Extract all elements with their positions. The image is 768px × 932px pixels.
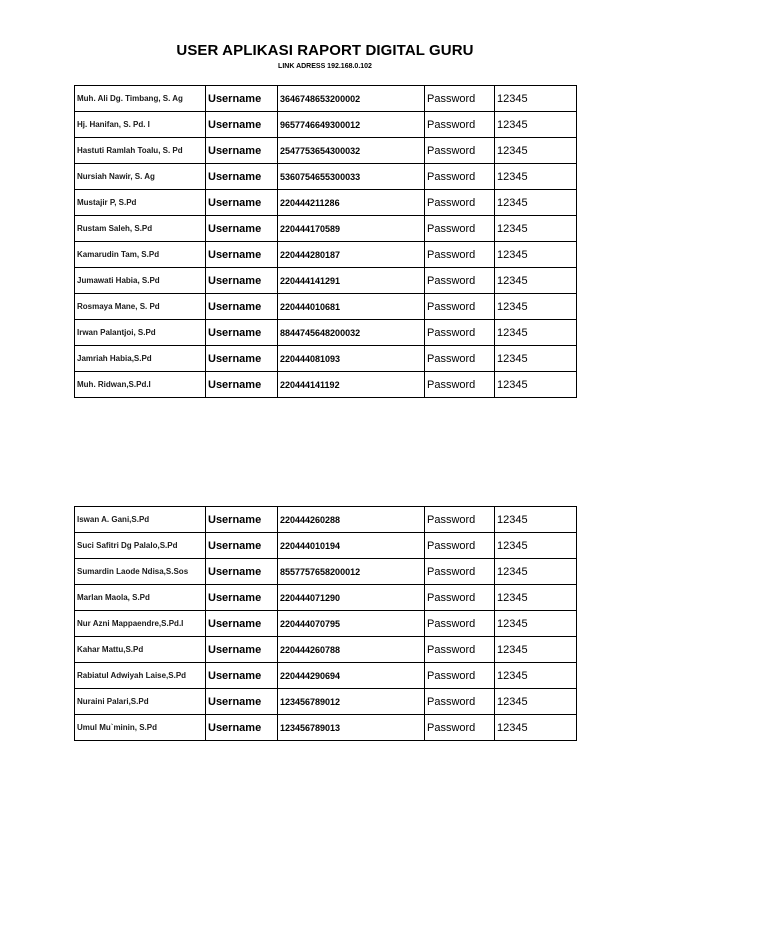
username-label-cell: Username [206,346,278,372]
teacher-name-cell: Rosmaya Mane, S. Pd [75,294,206,320]
table-row [75,637,577,663]
password-value-cell: 12345 [495,294,577,320]
table-row [75,559,577,585]
username-value-cell: 220444211286 [278,190,425,216]
page-title: USER APLIKASI RAPORT DIGITAL GURU [176,42,474,59]
username-value-cell: 3646748653200002 [278,86,425,112]
password-value-cell: 12345 [495,663,577,689]
password-value-cell: 12345 [495,138,577,164]
password-value-cell: 12345 [495,86,577,112]
table-row [75,216,577,242]
username-value-cell: 2547753654300032 [278,138,425,164]
password-value-cell: 12345 [495,637,577,663]
password-value-cell: 12345 [495,242,577,268]
username-value-cell: 220444260288 [278,507,425,533]
password-label-cell: Password [425,320,495,346]
table-row [75,112,577,138]
table-row [75,372,577,398]
username-value-cell: 220444071290 [278,585,425,611]
table-row [75,164,577,190]
username-label-cell: Username [206,559,278,585]
username-label-cell: Username [206,242,278,268]
username-label-cell: Username [206,533,278,559]
password-value-cell: 12345 [495,164,577,190]
password-value-cell: 12345 [495,559,577,585]
user-table-2 [74,506,577,741]
username-label-cell: Username [206,689,278,715]
table-row [75,689,577,715]
teacher-name-cell: Iswan A. Gani,S.Pd [75,507,206,533]
password-value-cell: 12345 [495,190,577,216]
table-row [75,533,577,559]
teacher-name-cell: Jumawati Habia, S.Pd [75,268,206,294]
username-label-cell: Username [206,268,278,294]
teacher-name-cell: Muh. Ridwan,S.Pd.I [75,372,206,398]
teacher-name-cell: Rustam Saleh, S.Pd [75,216,206,242]
teacher-name-cell: Hj. Hanifan, S. Pd. I [75,112,206,138]
password-label-cell: Password [425,346,495,372]
table-row [75,346,577,372]
password-label-cell: Password [425,585,495,611]
table-row [75,663,577,689]
table-row [75,585,577,611]
username-value-cell: 220444010194 [278,533,425,559]
password-value-cell: 12345 [495,585,577,611]
teacher-name-cell: Nur Azni Mappaendre,S.Pd.I [75,611,206,637]
teacher-name-cell: Jamriah Habia,S.Pd [75,346,206,372]
username-label-cell: Username [206,216,278,242]
username-label-cell: Username [206,585,278,611]
password-label-cell: Password [425,268,495,294]
password-label-cell: Password [425,190,495,216]
username-value-cell: 220444081093 [278,346,425,372]
table-row [75,268,577,294]
password-label-cell: Password [425,112,495,138]
password-value-cell: 12345 [495,346,577,372]
username-value-cell: 8844745648200032 [278,320,425,346]
teacher-name-cell: Kahar Mattu,S.Pd [75,637,206,663]
username-value-cell: 5360754655300033 [278,164,425,190]
password-label-cell: Password [425,242,495,268]
username-value-cell: 8557757658200012 [278,559,425,585]
password-label-cell: Password [425,637,495,663]
table-row [75,86,577,112]
password-value-cell: 12345 [495,216,577,242]
username-label-cell: Username [206,294,278,320]
teacher-name-cell: Irwan Palantjoi, S.Pd [75,320,206,346]
password-value-cell: 12345 [495,507,577,533]
password-label-cell: Password [425,138,495,164]
username-label-cell: Username [206,86,278,112]
password-label-cell: Password [425,216,495,242]
username-value-cell: 123456789013 [278,715,425,741]
username-label-cell: Username [206,112,278,138]
username-label-cell: Username [206,611,278,637]
username-value-cell: 220444141192 [278,372,425,398]
username-label-cell: Username [206,372,278,398]
username-value-cell: 220444141291 [278,268,425,294]
username-label-cell: Username [206,190,278,216]
teacher-name-cell: Suci Safitri Dg Palalo,S.Pd [75,533,206,559]
password-value-cell: 12345 [495,320,577,346]
teacher-name-cell: Marlan Maola, S.Pd [75,585,206,611]
username-value-cell: 220444070795 [278,611,425,637]
username-value-cell: 220444280187 [278,242,425,268]
table-row [75,294,577,320]
username-label-cell: Username [206,715,278,741]
username-label-cell: Username [206,138,278,164]
password-label-cell: Password [425,611,495,637]
password-label-cell: Password [425,507,495,533]
user-table-1 [74,85,577,398]
teacher-name-cell: Rabiatul Adwiyah Laise,S.Pd [75,663,206,689]
table-row [75,190,577,216]
username-value-cell: 123456789012 [278,689,425,715]
username-label-cell: Username [206,663,278,689]
table-row [75,320,577,346]
teacher-name-cell: Sumardin Laode Ndisa,S.Sos [75,559,206,585]
table-row [75,611,577,637]
username-label-cell: Username [206,507,278,533]
password-value-cell: 12345 [495,611,577,637]
password-label-cell: Password [425,294,495,320]
teacher-name-cell: Mustajir P, S.Pd [75,190,206,216]
username-value-cell: 9657746649300012 [278,112,425,138]
password-label-cell: Password [425,372,495,398]
username-value-cell: 220444170589 [278,216,425,242]
teacher-name-cell: Muh. Ali Dg. Timbang, S. Ag [75,86,206,112]
table-row [75,507,577,533]
username-value-cell: 220444260788 [278,637,425,663]
table-row [75,715,577,741]
table-row [75,138,577,164]
password-value-cell: 12345 [495,689,577,715]
username-label-cell: Username [206,637,278,663]
password-label-cell: Password [425,559,495,585]
username-value-cell: 220444010681 [278,294,425,320]
password-value-cell: 12345 [495,715,577,741]
password-value-cell: 12345 [495,533,577,559]
teacher-name-cell: Nuraini Palari,S.Pd [75,689,206,715]
password-label-cell: Password [425,164,495,190]
table-row [75,242,577,268]
username-value-cell: 220444290694 [278,663,425,689]
password-value-cell: 12345 [495,112,577,138]
link-address-subtitle: LINK ADRESS 192.168.0.102 [278,63,372,70]
teacher-name-cell: Umul Mu`minin, S.Pd [75,715,206,741]
password-label-cell: Password [425,663,495,689]
password-value-cell: 12345 [495,268,577,294]
username-label-cell: Username [206,320,278,346]
teacher-name-cell: Nursiah Nawir, S. Ag [75,164,206,190]
teacher-name-cell: Hastuti Ramlah Toalu, S. Pd [75,138,206,164]
username-label-cell: Username [206,164,278,190]
password-value-cell: 12345 [495,372,577,398]
password-label-cell: Password [425,533,495,559]
teacher-name-cell: Kamarudin Tam, S.Pd [75,242,206,268]
password-label-cell: Password [425,715,495,741]
password-label-cell: Password [425,86,495,112]
password-label-cell: Password [425,689,495,715]
